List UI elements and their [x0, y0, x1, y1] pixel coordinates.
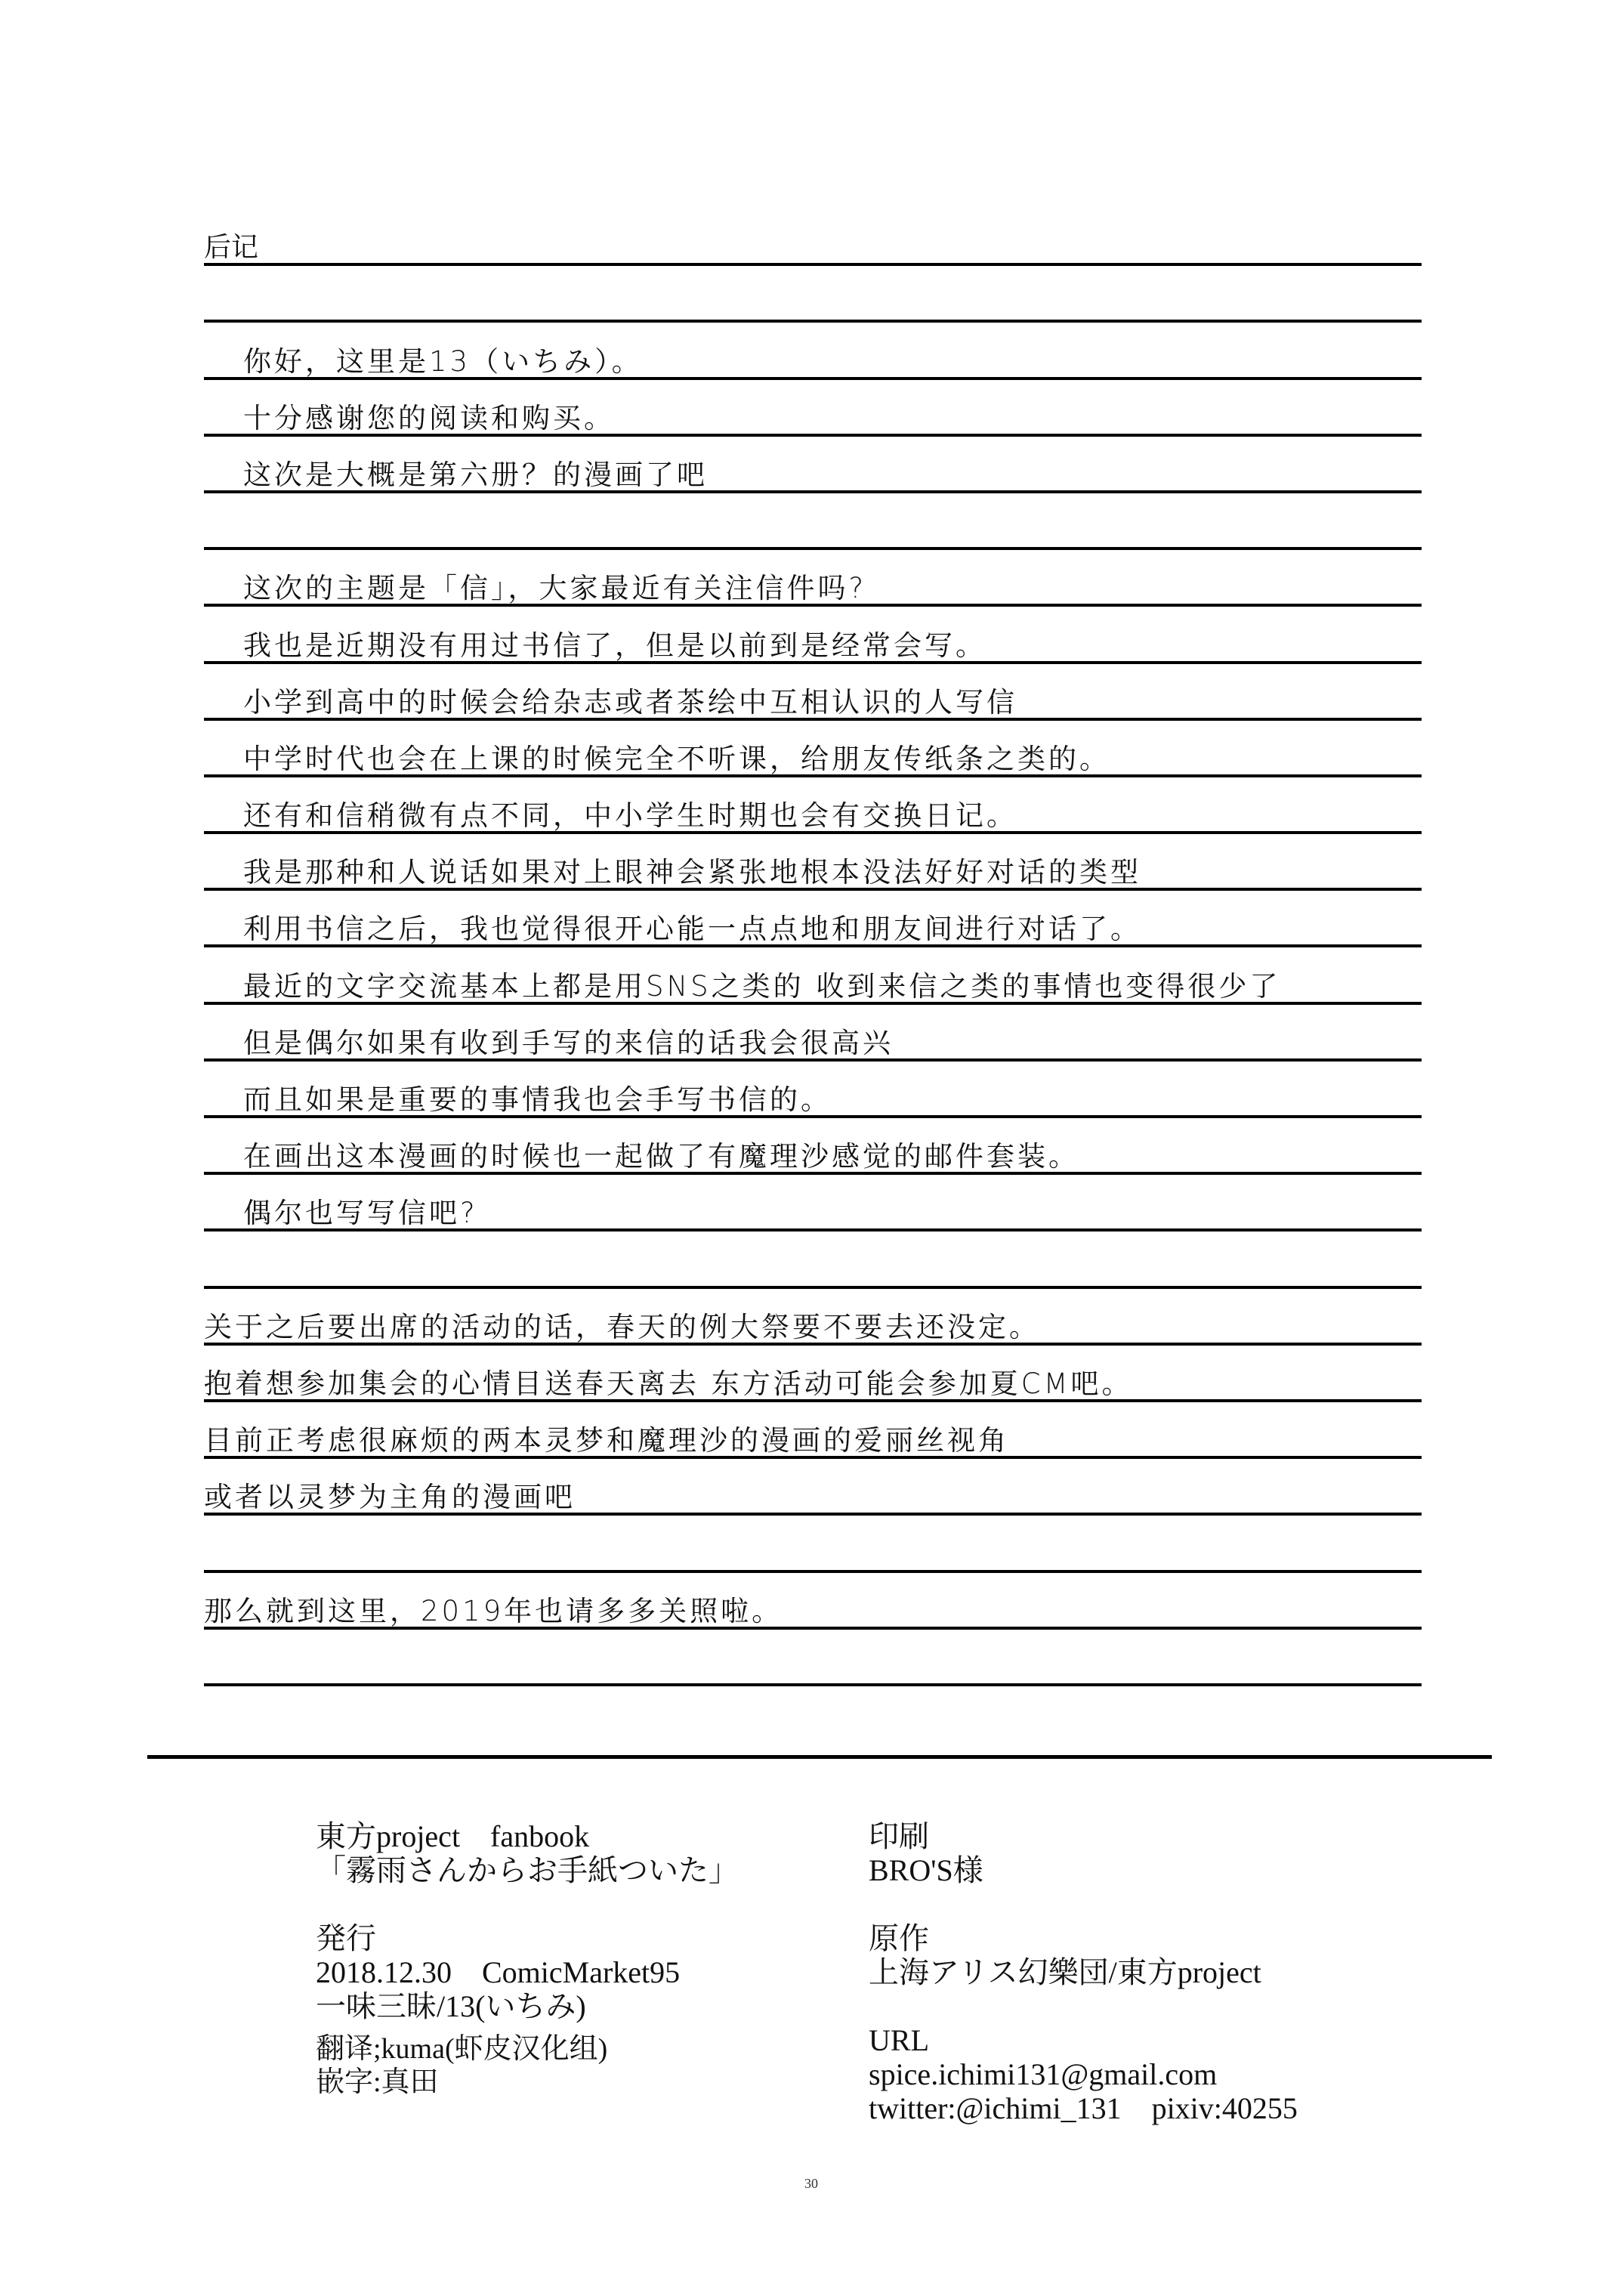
contact-email: spice.ichimi131@gmail.com — [869, 2057, 1218, 2091]
series-name: 東方project fanbook — [316, 1819, 590, 1853]
afterword-line — [204, 664, 1422, 721]
afterword-line-text: 而且如果是重要的事情我也会手写书信的。 — [243, 1083, 832, 1116]
afterword-line-text: 目前正考虑很麻烦的两本灵梦和魔理沙的漫画的爱丽丝视角 — [204, 1424, 1009, 1457]
afterword-line — [204, 1175, 1422, 1231]
afterword-line-text: 那么就到这里，2019年也请多多关照啦。 — [204, 1594, 783, 1627]
original-work: 上海アリス幻樂団/東方project — [869, 1955, 1261, 1989]
afterword-title-row — [204, 209, 1422, 266]
afterword-line-text: 中学时代也会在上课的时候完全不听课，给朋友传纸条之类的。 — [243, 742, 1110, 775]
afterword-line-text: 利用书信之后，我也觉得很开心能一点点地和朋友间进行对话了。 — [243, 913, 1141, 946]
afterword-line — [204, 437, 1422, 493]
translator-credit: 翻译;kuma(虾皮汉化组) — [316, 2033, 608, 2065]
afterword-line — [204, 891, 1422, 947]
afterword-line-text: 偶尔也写写信吧? — [243, 1197, 478, 1230]
afterword-line-text: 关于之后要出席的活动的话，春天的例大祭要不要去还没定。 — [204, 1310, 1040, 1343]
afterword-line — [204, 1346, 1422, 1402]
afterword-line-text: 最近的文字交流基本上都是用SNS之类的 收到来信之类的事情也变得很少了 — [243, 969, 1281, 1003]
afterword-line — [204, 380, 1422, 437]
social-links: twitter:@ichimi_131 pixiv:40255 — [869, 2091, 1298, 2125]
publish-label: 発行 — [316, 1921, 376, 1955]
afterword-line-text: 小学到高中的时候会给杂志或者茶绘中互相认识的人写信 — [243, 685, 1017, 718]
section-divider — [147, 1755, 1492, 1759]
colophon-right — [869, 1819, 1298, 2125]
afterword-line-text: 抱着想参加集会的心情目送春天离去 东方活动可能会参加夏CM吧。 — [204, 1367, 1133, 1400]
afterword-line — [204, 550, 1422, 607]
afterword-line-text: 这次是大概是第六册？的漫画了吧 — [243, 458, 708, 491]
afterword-line-text: 在画出这本漫画的时候也一起做了有魔理沙感觉的邮件套装。 — [243, 1140, 1079, 1173]
afterword-line — [204, 1118, 1422, 1175]
afterword-line — [204, 1573, 1422, 1630]
afterword-line-text: 我也是近期没有用过书信了，但是以前到是经常会写。 — [243, 629, 986, 662]
afterword-line — [204, 1630, 1422, 1686]
afterword-line — [204, 1005, 1422, 1062]
afterword-line — [204, 1402, 1422, 1459]
afterword-line — [204, 493, 1422, 550]
afterword-line — [204, 266, 1422, 323]
publish-date: 2018.12.30 ComicMarket95 — [316, 1955, 681, 1989]
colophon-left — [316, 1819, 739, 2099]
typesetter-credit: 嵌字:真田 — [316, 2066, 439, 2098]
afterword-line — [204, 947, 1422, 1004]
circle-name: 一味三昧/13(いちみ) — [316, 1989, 586, 2023]
afterword-line-text: 你好，这里是13（いちみ）。 — [243, 345, 643, 378]
afterword-line — [204, 1289, 1422, 1346]
afterword-lines — [204, 266, 1422, 1686]
afterword-line — [204, 777, 1422, 834]
printer-name: BRO'S様 — [869, 1853, 983, 1887]
afterword-title: 后记 — [204, 232, 259, 264]
afterword-line-text: 十分感谢您的阅读和购买。 — [243, 401, 615, 434]
afterword-line — [204, 1516, 1422, 1572]
afterword-line-text: 或者以灵梦为主角的漫画吧 — [204, 1481, 576, 1514]
afterword-line-text: 还有和信稍微有点不同，中小学生时期也会有交换日记。 — [243, 799, 1017, 833]
afterword-line — [204, 323, 1422, 379]
afterword-line — [204, 1231, 1422, 1288]
afterword-line — [204, 721, 1422, 777]
url-label: URL — [869, 2023, 929, 2057]
afterword-line — [204, 1062, 1422, 1118]
book-title: 「霧雨さんからお手紙ついた」 — [316, 1853, 739, 1887]
afterword-line-text: 但是偶尔如果有收到手写的来信的话我会很高兴 — [243, 1026, 894, 1059]
afterword-line-text: 这次的主题是「信」，大家最近有关注信件吗? — [243, 572, 867, 605]
print-label: 印刷 — [869, 1819, 929, 1853]
page-number: 30 — [804, 2176, 818, 2191]
afterword-line-text: 我是那种和人说话如果对上眼神会紧张地根本没法好好对话的类型 — [243, 856, 1141, 889]
afterword-line — [204, 607, 1422, 663]
afterword-line — [204, 1459, 1422, 1516]
original-label: 原作 — [869, 1921, 929, 1955]
afterword-ruled-section — [204, 209, 1422, 1686]
afterword-line — [204, 834, 1422, 891]
